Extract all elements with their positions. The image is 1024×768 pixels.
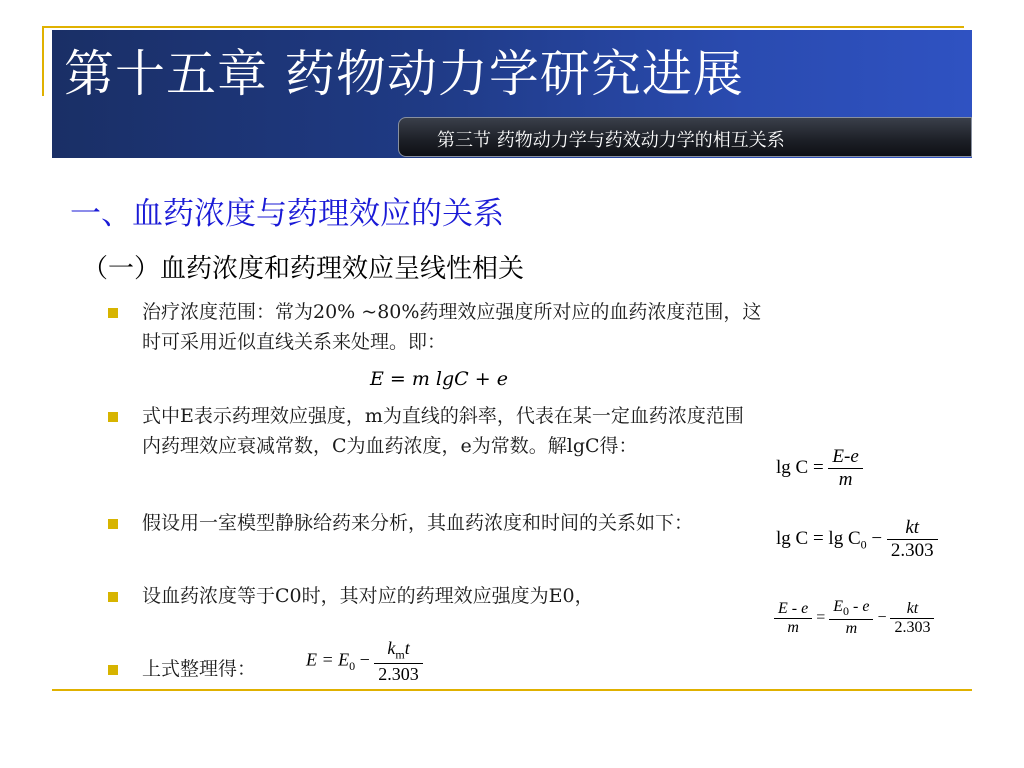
formula-lhs: lg C = lg C [776,527,861,549]
subscript: 0 [843,604,850,619]
subscript: 0 [860,537,867,552]
fraction [374,638,423,685]
subscript: 0 [349,659,356,674]
subtitle-bar [398,117,972,157]
fraction [828,446,862,491]
bullet-text-4: 设血药浓度等于C0时，其对应的药理效应强度为E0， [142,585,594,607]
numerator-rest: - e [849,598,870,615]
fraction-denominator: 2.303 [887,539,938,562]
formula-lhs: lg C = [776,456,824,478]
fraction-denominator: m [774,618,812,637]
frame-line-left [42,26,44,96]
frame-line-top [42,26,964,28]
fraction-numerator [829,598,873,619]
bullet-text-5: 上式整理得： [142,658,257,680]
slide-title: 第十五章 药物动力学研究进展 [64,45,744,103]
linear-formula: E = m lgC + e [370,368,508,390]
fraction-denominator: 2.303 [374,663,423,685]
fraction-numerator: E - e [778,599,809,617]
formula-final [306,638,423,685]
fraction-numerator: kt [905,517,920,538]
formula-effect-relation [774,598,934,638]
numerator-t: t [404,638,410,658]
fraction-denominator: m [829,619,873,638]
fraction-denominator: m [828,468,862,491]
equals-sign: = [816,608,826,626]
fraction-numerator [374,638,423,663]
slide-subtitle: 第三节 药物动力学与药效动力学的相互关系 [437,130,785,151]
numerator-e0: E [833,598,844,615]
bullet-marker [108,308,118,318]
fraction [887,517,938,562]
fraction [829,598,873,638]
frame-line-bottom [52,689,972,691]
formula-lhs: E = E [306,649,350,670]
fraction [890,600,934,637]
numerator-k: k [387,638,396,658]
bullet-text-1b: 时可采用近似直线关系来处理。即： [142,331,447,353]
fraction-numerator: kt [906,599,919,617]
fraction-numerator: E-e [832,446,859,467]
formula-lgc [776,446,863,491]
bullet-text-1a: 治疗浓度范围：常为20% ~80%药理效应强度所对应的血药浓度范围，这 [142,301,762,323]
bullet-text-2b: 内药理效应衰减常数，C为血药浓度，e为常数。解lgC得： [142,435,638,457]
fraction [774,600,812,637]
minus-sign: − [877,608,887,626]
bullet-marker [108,665,118,675]
bullet-text-3: 假设用一室模型静脉给药来分析，其血药浓度和时间的关系如下： [142,512,694,534]
subsection-heading: （一）血药浓度和药理效应呈线性相关 [82,254,525,284]
subscript: m [395,647,405,662]
minus-sign: − [871,527,883,549]
bullet-marker [108,592,118,602]
fraction-denominator: 2.303 [890,618,934,637]
formula-one-compartment [776,517,938,562]
minus-sign: − [359,649,370,670]
section-heading: 一、血药浓度与药理效应的关系 [70,196,504,232]
bullet-marker [108,519,118,529]
title-banner [52,30,972,158]
bullet-marker [108,412,118,422]
bullet-text-2a: 式中E表示药理效应强度，m为直线的斜率，代表在某一定血药浓度范围 [142,405,744,427]
